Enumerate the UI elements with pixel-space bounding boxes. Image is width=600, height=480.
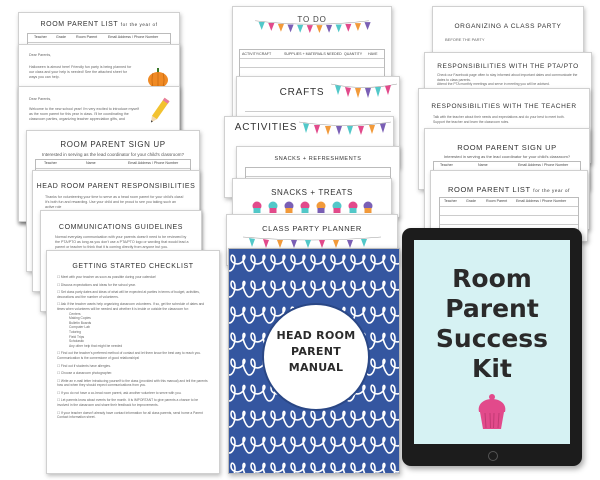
cupcake-icon: [333, 202, 342, 214]
letter-greeting: Dear Parents,: [29, 97, 52, 101]
bunting-flag: [278, 24, 284, 32]
col-header: Grade: [466, 199, 476, 203]
checklist-subitem: Centers: [69, 311, 81, 316]
cover-title-line: HEAD ROOM: [276, 329, 356, 342]
checklist-item: ☐ Find out the teacher's preferred method of contact and let them know the best way to reach you. Communication is the cornerstone of good relationships!: [57, 351, 201, 360]
sheet-title: RESPONSIBILITIES WITH THE TEACHER: [431, 103, 577, 110]
bunting-flag: [336, 25, 342, 33]
checklist-subitem: Any other help that might be needed: [69, 343, 123, 348]
sheet-body: [433, 115, 579, 124]
cupcake-icon: [301, 202, 310, 214]
list-item: Attend the PTA monthly meetings and serve in meeting you will be advised.: [437, 82, 550, 87]
sheet-title: ROOM PARENT SIGN UP: [457, 143, 557, 152]
sheet-title: ROOM PARENT SIGN UP: [60, 140, 166, 149]
cover-title-line: MANUAL: [288, 361, 344, 374]
home-button[interactable]: [488, 451, 498, 461]
col-header: Grade: [56, 35, 66, 39]
checklist-list: [57, 275, 211, 420]
cupcake-icon: [285, 202, 294, 214]
checklist-subitem: Making Copies: [69, 316, 91, 321]
cover-title-badge: [262, 303, 370, 411]
bunting-flag: [268, 23, 274, 31]
checklist-item: ☐ If your teacher doesn't already have contact information for all class parents, send home a Parent Contact information sheet.: [57, 410, 203, 420]
getting-started-checklist-sheet: [46, 250, 220, 474]
col-header: SUPPLIES + MATERIALS NEEDED: [284, 52, 342, 56]
list-item: Check our Facebook page often to stay informed about important dates and communicate the dates to class parents.: [437, 73, 578, 82]
checklist-subitem: Field Trips: [69, 334, 85, 339]
list-item: Support the teacher and learn the classroom rules.: [433, 119, 510, 124]
sheet-title: ROOM PARENT LIST: [40, 21, 119, 28]
col-header: Teacher: [440, 163, 453, 167]
col-header: Email Address / Phone Number: [108, 35, 159, 39]
list-item: Talk with the teacher about their needs and expectations and do your best to meet both.: [433, 115, 565, 119]
manual-cover: [228, 248, 400, 474]
sheet-title: ACTIVITIES: [234, 122, 298, 133]
bunting-flag: [288, 24, 294, 32]
col-header: Teacher: [444, 199, 457, 203]
pencil-icon: [147, 95, 171, 127]
bunting-flag: [326, 25, 332, 33]
checklist-item: ☐ Discuss expectations and ideas for the school year.: [57, 282, 136, 287]
col-header: Name: [86, 161, 96, 165]
cover-title-line: PARENT: [290, 345, 342, 358]
col-header: HAVE: [368, 52, 378, 56]
col-header: Teacher: [34, 35, 47, 39]
sheet-suffix: for the year of: [533, 188, 570, 193]
bunting-flag: [345, 24, 351, 32]
bunting-flag: [307, 25, 313, 33]
sheet-subheading: BEFORE THE PARTY: [445, 37, 485, 42]
col-header: Email Address / Phone Number: [516, 199, 567, 203]
col-header: Email Address / Phone Number: [518, 163, 569, 167]
sheet-title: HEAD ROOM PARENT RESPONSIBILITIES: [36, 183, 196, 190]
sheet-title: COMMUNICATIONS GUIDELINES: [58, 224, 184, 231]
checklist-item: ☐ Ask if the teacher wants help organizing classroom volunteers. If so, get the schedule of dates and times when volunteers will be needed and whether it is inside or outside the classroom for:: [57, 302, 205, 311]
bunting-flag: [355, 23, 361, 31]
bunting-flag: [297, 25, 303, 33]
cupcake-icon: [317, 202, 326, 214]
kit-title-line: Kit: [472, 354, 512, 383]
letter-greeting: Dear Parents,: [29, 53, 52, 57]
letter-body: Halloween is almost here! Friendly fun party is being planned for our class and your help is needed! See the attached sheet for ways you can help.: [29, 65, 132, 79]
cupcake-icon: [269, 202, 278, 214]
checklist-item: ☐ If you do not have a co-head room parent, ask another volunteer to serve with you.: [57, 390, 182, 395]
checklist-item: ☐ Let parents know about events for the month. It is IMPORTANT to give parents a chance to be involved in the classroom and share their feedback for improvements.: [57, 398, 199, 408]
sheet-title: SNACKS + TREATS: [271, 188, 353, 197]
checklist-item: ☐ Choose a classroom photographer.: [57, 371, 113, 376]
col-header: ACTIVITY/CRAFT: [242, 52, 272, 56]
sheet-title: TO DO: [297, 15, 327, 24]
sheet-title: RESPONSIBILITIES WITH THE PTA/PTO: [437, 63, 579, 70]
sheet-title: GETTING STARTED CHECKLIST: [72, 263, 194, 270]
col-header: QUANTITY: [344, 52, 363, 56]
checklist-subitem: Computer Lab: [69, 325, 90, 330]
col-header: Email Address / Phone Number: [128, 161, 179, 165]
sheet-subtitle: Interested in serving as the lead coordinator for your child's classroom?: [42, 152, 184, 157]
col-header: Teacher: [44, 161, 57, 165]
cupcake-icon: [364, 202, 373, 214]
col-header: Room Parent: [486, 199, 508, 203]
sheet-title: ROOM PARENT LIST: [448, 185, 531, 194]
checklist-subitem: Scholastic: [69, 339, 85, 344]
cupcake-icon: [253, 202, 262, 214]
sheet-title: ORGANIZING A CLASS PARTY: [454, 23, 562, 30]
sheet-title: CLASS PARTY PLANNER: [262, 224, 362, 233]
sheet-body: Thanks for volunteering your time to serve as a head room parent for your child's class! It's both fun and rewarding. Use your child and be proud to see you taking such an active role: [45, 195, 184, 209]
sheet-title: SNACKS + REFRESHMENTS: [274, 156, 362, 162]
col-header: Room Parent: [76, 35, 98, 39]
letter-body: Welcome to the new school year! I'm very excited to introduce myself as the room parent for this year in class. I'll be coordinating the classroom parties, organizing teacher appreciation gifts, and: [29, 107, 139, 121]
kit-title-line: Success: [435, 324, 549, 353]
sheet-body: Normal everyday communication with your parents doesn't need to be reviewed by the PTA/PTO as long as you don't use a PTA/PTO logo or wording that would lead a parent or teacher to think that it is coming directly from anyone but you.: [55, 235, 189, 249]
sheet-suffix: for the year of: [120, 22, 158, 27]
checklist-subitems: [57, 312, 211, 349]
cupcake-icon: [349, 202, 358, 214]
checklist-item: ☐ Meet with your teacher as soon as possible during your calendar!: [57, 275, 156, 279]
cupcake-icon: [476, 392, 508, 432]
checklist-item: ☐ Find out if students have allergies.: [57, 363, 111, 368]
checklist-item: ☐ Set class party dates and ideas of what will be expected at parties in terms of budget, activities, decorations and the number of volunteers.: [57, 290, 200, 299]
tablet-device: [402, 228, 582, 466]
kit-title-line: Parent: [445, 294, 539, 323]
bunting-banner: [331, 81, 397, 101]
sheet-subtitle: Interested in serving as the lead coordinator for your child's classroom?: [443, 154, 571, 159]
cupcake-row: [251, 201, 373, 215]
tablet-screen: [414, 240, 570, 444]
bunting-banner: [243, 235, 381, 249]
checklist-subitem: Tutoring: [69, 329, 81, 334]
bunting-flag: [316, 25, 322, 33]
sheet-body: [437, 73, 581, 87]
col-header: Name: [478, 163, 488, 167]
bunting-banner: [299, 119, 391, 139]
kit-title-line: Room: [452, 264, 532, 293]
checklist-subitem: Bulletin Boards: [69, 320, 92, 325]
sheet-title: CRAFTS: [279, 87, 325, 98]
checklist-item: ☐ Write an e-mail letter introducing yourself to the class (provided with this manual) and tell the parents how and when they should expect communications from you.: [57, 378, 208, 388]
